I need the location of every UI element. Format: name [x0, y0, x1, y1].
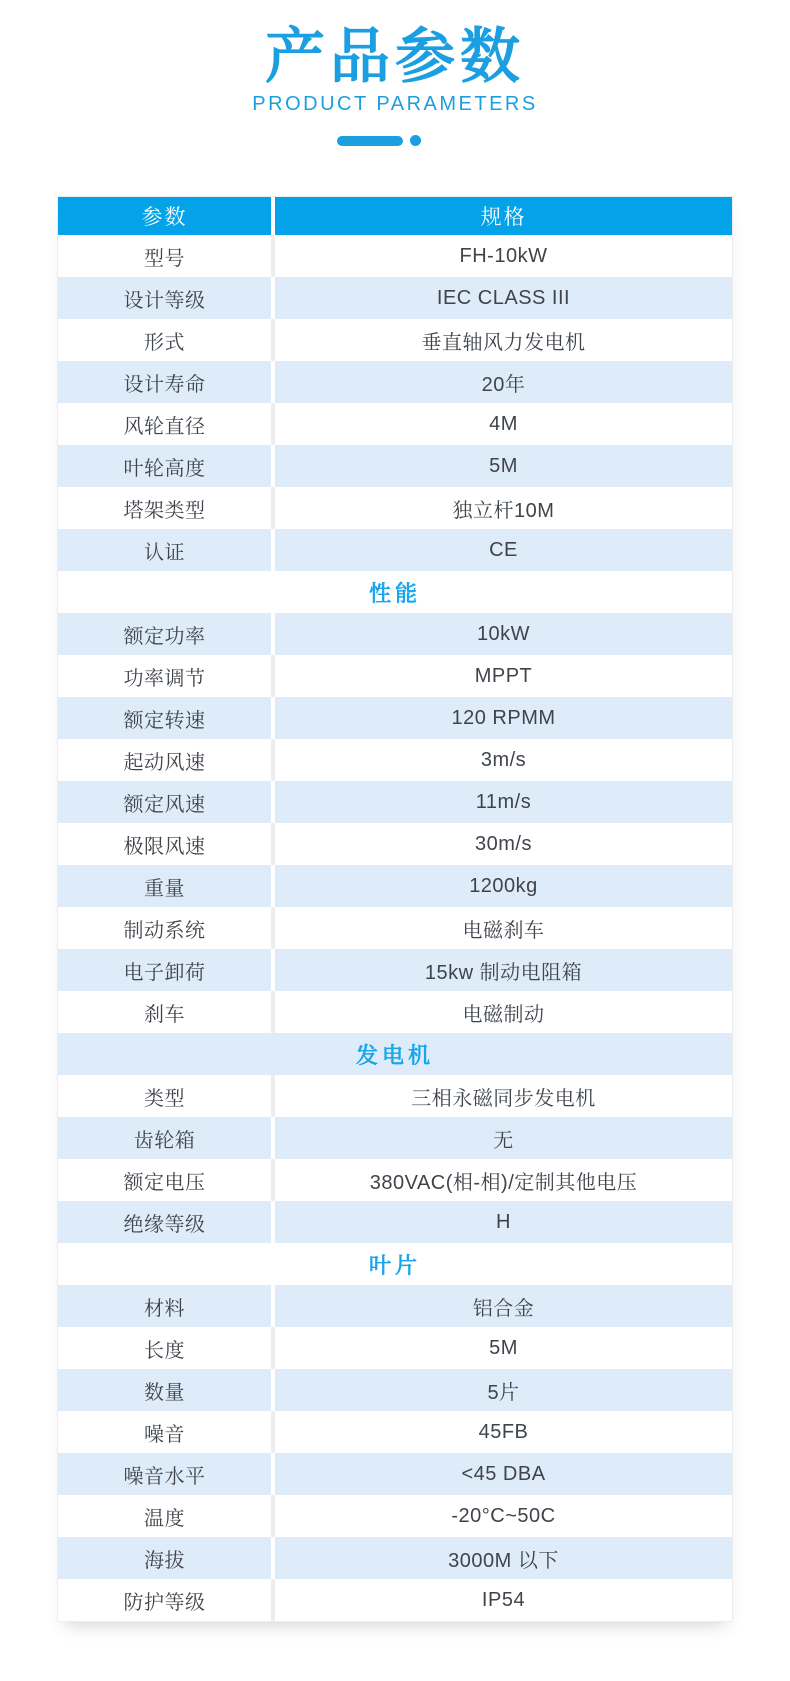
section-title: 性能 [368, 580, 421, 606]
spec-value: 11m/s [475, 790, 532, 813]
page-title: 产品参数 [265, 23, 525, 90]
table-row [58, 655, 732, 697]
param-label: 海拔 [144, 1549, 185, 1572]
spec-value: <45 DBA [461, 1462, 546, 1485]
spec-value: 15kw 制动电阻箱 [424, 961, 583, 984]
param-label: 额定风速 [123, 793, 206, 816]
spec-value: 5片 [487, 1381, 520, 1404]
decoration-dot [410, 135, 421, 146]
param-label: 制动系统 [123, 919, 206, 942]
spec-value: 无 [493, 1129, 514, 1152]
param-label: 噪音水平 [123, 1465, 206, 1488]
table-row [58, 1285, 732, 1327]
table-row [58, 487, 732, 529]
spec-value: H [496, 1210, 511, 1233]
table-row [58, 1159, 732, 1201]
table-row [58, 1453, 732, 1495]
table-row [58, 1117, 732, 1159]
spec-value: 独立杆10M [452, 499, 555, 522]
spec-table [57, 196, 733, 1622]
table-row [58, 697, 732, 739]
param-label: 塔架类型 [123, 499, 206, 522]
column-header-parameter: 参数 [141, 206, 188, 229]
param-label: 材料 [144, 1297, 185, 1320]
table-row [58, 445, 732, 487]
table-row [58, 1327, 732, 1369]
spec-value: 1200kg [469, 874, 538, 897]
param-label: 齿轮箱 [133, 1129, 196, 1152]
title-underline-decoration [0, 135, 774, 146]
param-label: 设计等级 [123, 289, 206, 312]
spec-value: -20°C~50C [451, 1504, 556, 1527]
section-header-row [58, 571, 732, 613]
param-label: 额定功率 [123, 625, 206, 648]
table-row [58, 1075, 732, 1117]
spec-value: 380VAC(相-相)/定制其他电压 [369, 1171, 638, 1194]
param-label: 绝缘等级 [123, 1213, 206, 1236]
param-label: 额定电压 [123, 1171, 206, 1194]
param-label: 设计寿命 [123, 373, 206, 396]
page-header [0, 0, 790, 146]
param-label: 刹车 [144, 1003, 185, 1026]
spec-value: 20年 [481, 373, 526, 396]
spec-value: IEC CLASS III [436, 286, 571, 309]
table-row [58, 739, 732, 781]
table-row [58, 781, 732, 823]
param-label: 电子卸荷 [123, 961, 206, 984]
table-row [58, 1579, 732, 1621]
table-row [58, 1495, 732, 1537]
table-body [58, 235, 732, 1621]
column-header-spec: 规格 [480, 206, 527, 229]
section-header-row [58, 1033, 732, 1075]
param-label: 叶轮高度 [123, 457, 206, 480]
spec-value: FH-10kW [459, 244, 548, 267]
table-row [58, 1411, 732, 1453]
table-row [58, 361, 732, 403]
spec-value: IP54 [481, 1588, 526, 1611]
param-label: 形式 [144, 331, 185, 354]
table-row [58, 403, 732, 445]
table-row [58, 613, 732, 655]
param-label: 长度 [144, 1339, 185, 1362]
section-title: 发电机 [355, 1042, 434, 1068]
section-title: 叶片 [368, 1252, 421, 1278]
param-label: 功率调节 [123, 667, 206, 690]
spec-value: 铝合金 [472, 1297, 535, 1320]
param-label: 数量 [144, 1381, 185, 1404]
spec-value: 电磁制动 [462, 1003, 545, 1026]
table-row [58, 907, 732, 949]
spec-value: 5M [489, 454, 518, 477]
table-row [58, 235, 732, 277]
spec-value: 三相永磁同步发电机 [411, 1087, 596, 1110]
param-label: 额定转速 [123, 709, 206, 732]
param-label: 重量 [144, 877, 185, 900]
table-header-row [58, 197, 732, 235]
table-row [58, 1537, 732, 1579]
param-label: 温度 [144, 1507, 185, 1530]
table-row [58, 319, 732, 361]
spec-value: 120 RPMM [451, 706, 556, 729]
param-label: 风轮直径 [123, 415, 206, 438]
spec-value: 3m/s [480, 748, 527, 771]
param-label: 极限风速 [123, 835, 206, 858]
table-row [58, 1201, 732, 1243]
spec-value: 3000M 以下 [448, 1549, 559, 1572]
spec-value: 5M [489, 1336, 518, 1359]
spec-value: 垂直轴风力发电机 [421, 331, 586, 354]
spec-value: 10kW [476, 622, 531, 645]
table-row [58, 865, 732, 907]
spec-value: 45FB [478, 1420, 529, 1443]
spec-value: 电磁刹车 [462, 919, 545, 942]
param-label: 类型 [144, 1087, 185, 1110]
param-label: 认证 [144, 541, 185, 564]
section-header-row [58, 1243, 732, 1285]
table-row [58, 277, 732, 319]
param-label: 型号 [144, 247, 185, 270]
page-subtitle: PRODUCT PARAMETERS [252, 93, 538, 115]
param-label: 起动风速 [123, 751, 206, 774]
spec-value: 30m/s [475, 832, 532, 855]
param-label: 防护等级 [123, 1591, 206, 1614]
table-row [58, 1369, 732, 1411]
table-row [58, 949, 732, 991]
table-row [58, 529, 732, 571]
spec-value: 4M [489, 412, 518, 435]
table-row [58, 991, 732, 1033]
decoration-bar [337, 136, 403, 146]
spec-value: CE [489, 538, 518, 561]
table-row [58, 823, 732, 865]
param-label: 噪音 [144, 1423, 185, 1446]
spec-value: MPPT [474, 664, 533, 687]
